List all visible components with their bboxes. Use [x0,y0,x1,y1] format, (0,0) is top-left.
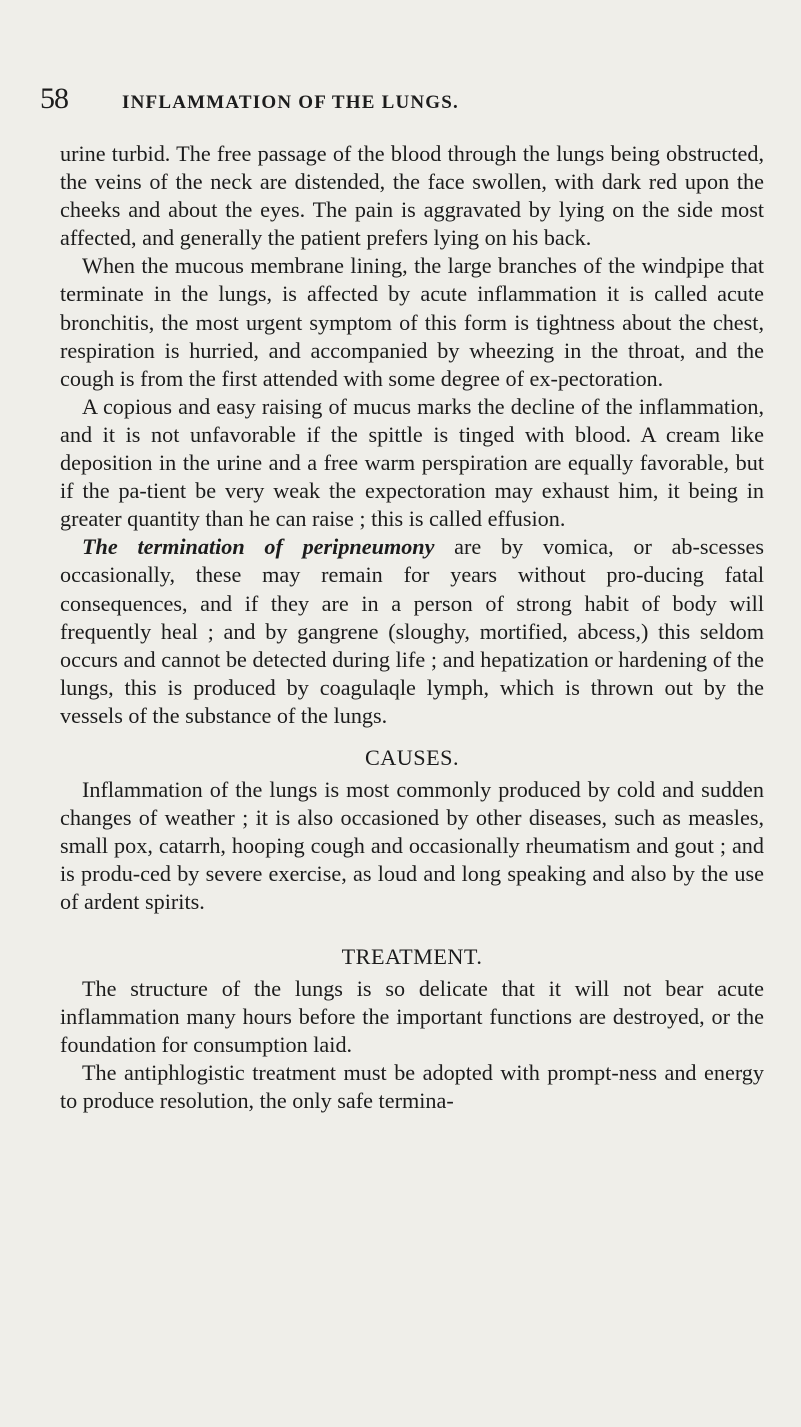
paragraph-termination [60,533,764,730]
paragraph-continued: urine turbid. The free passage of the blood through the lungs being obstructed, the veins of the neck are distended, the face swollen, with dark red upon the cheeks and about the eyes. The pain is aggravated by lying on the side most affected, and generally the patient prefers lying on his back. [60,141,764,251]
page-number: 58 [40,82,68,115]
paragraph-structure: The structure of the lungs is so delicate that it will not bear acute inflammation many hours before the important functions are destroyed, or the foundation for consumption laid. [60,975,764,1057]
termination-italic-lead: The termination of peripneumony [82,534,435,560]
running-head: INFLAMMATION OF THE LUNGS. [122,92,459,113]
body-text [60,140,764,1115]
paragraph-bronchitis: When the mucous membrane lining, the large branches of the windpipe that terminate in the lungs, is affected by acute inflammation it is called acute bronchitis, the most urgent symptom of this form is tightness about the chest, respiration is hurried, and accompanied by wheezing in the throat, and the cough is from the first attended with some degree of ex-pectoration. [60,253,764,391]
paragraph-antiphlogistic: The antiphlogistic treatment must be adopted with prompt-ness and energy to produce resolution, the only safe termina- [60,1059,764,1113]
paragraph-causes: Inflammation of the lungs is most commonly produced by cold and sudden changes of weather ; it is also occasioned by other diseases, such as measles, small pox, catarrh, hooping cough and occasionally rheumatism and gout ; and is produ-ced by severe exercise, as loud and long speaking and also by the use of ardent spirits. [60,777,764,915]
paragraph-decline: A copious and easy raising of mucus marks the decline of the inflammation, and it is not unfavorable if the spittle is tinged with blood. A cream like deposition in the urine and a free warm perspiration are equally favorable, but if the pa-tient be very weak the expectoration may exhaust him, it being in greater quantity than he can raise ; this is called effusion. [60,393,764,532]
heading-treatment: TREATMENT. [341,943,483,969]
termination-text: are by vomica, or ab-scesses occasionally, these may remain for years without pro-ducing fatal consequences, and if they are in a person of strong habit of body will frequently heal ; and by gangrene (sloughy, mortified, abcess,) this seldom occurs and cannot be detected during life ; and hepatization or hardening of the lungs, this is produced by coagulaqle lymph, which is thrown out by the vessels of the substance of the lungs. [60,534,764,728]
heading-causes: CAUSES. [364,744,460,770]
